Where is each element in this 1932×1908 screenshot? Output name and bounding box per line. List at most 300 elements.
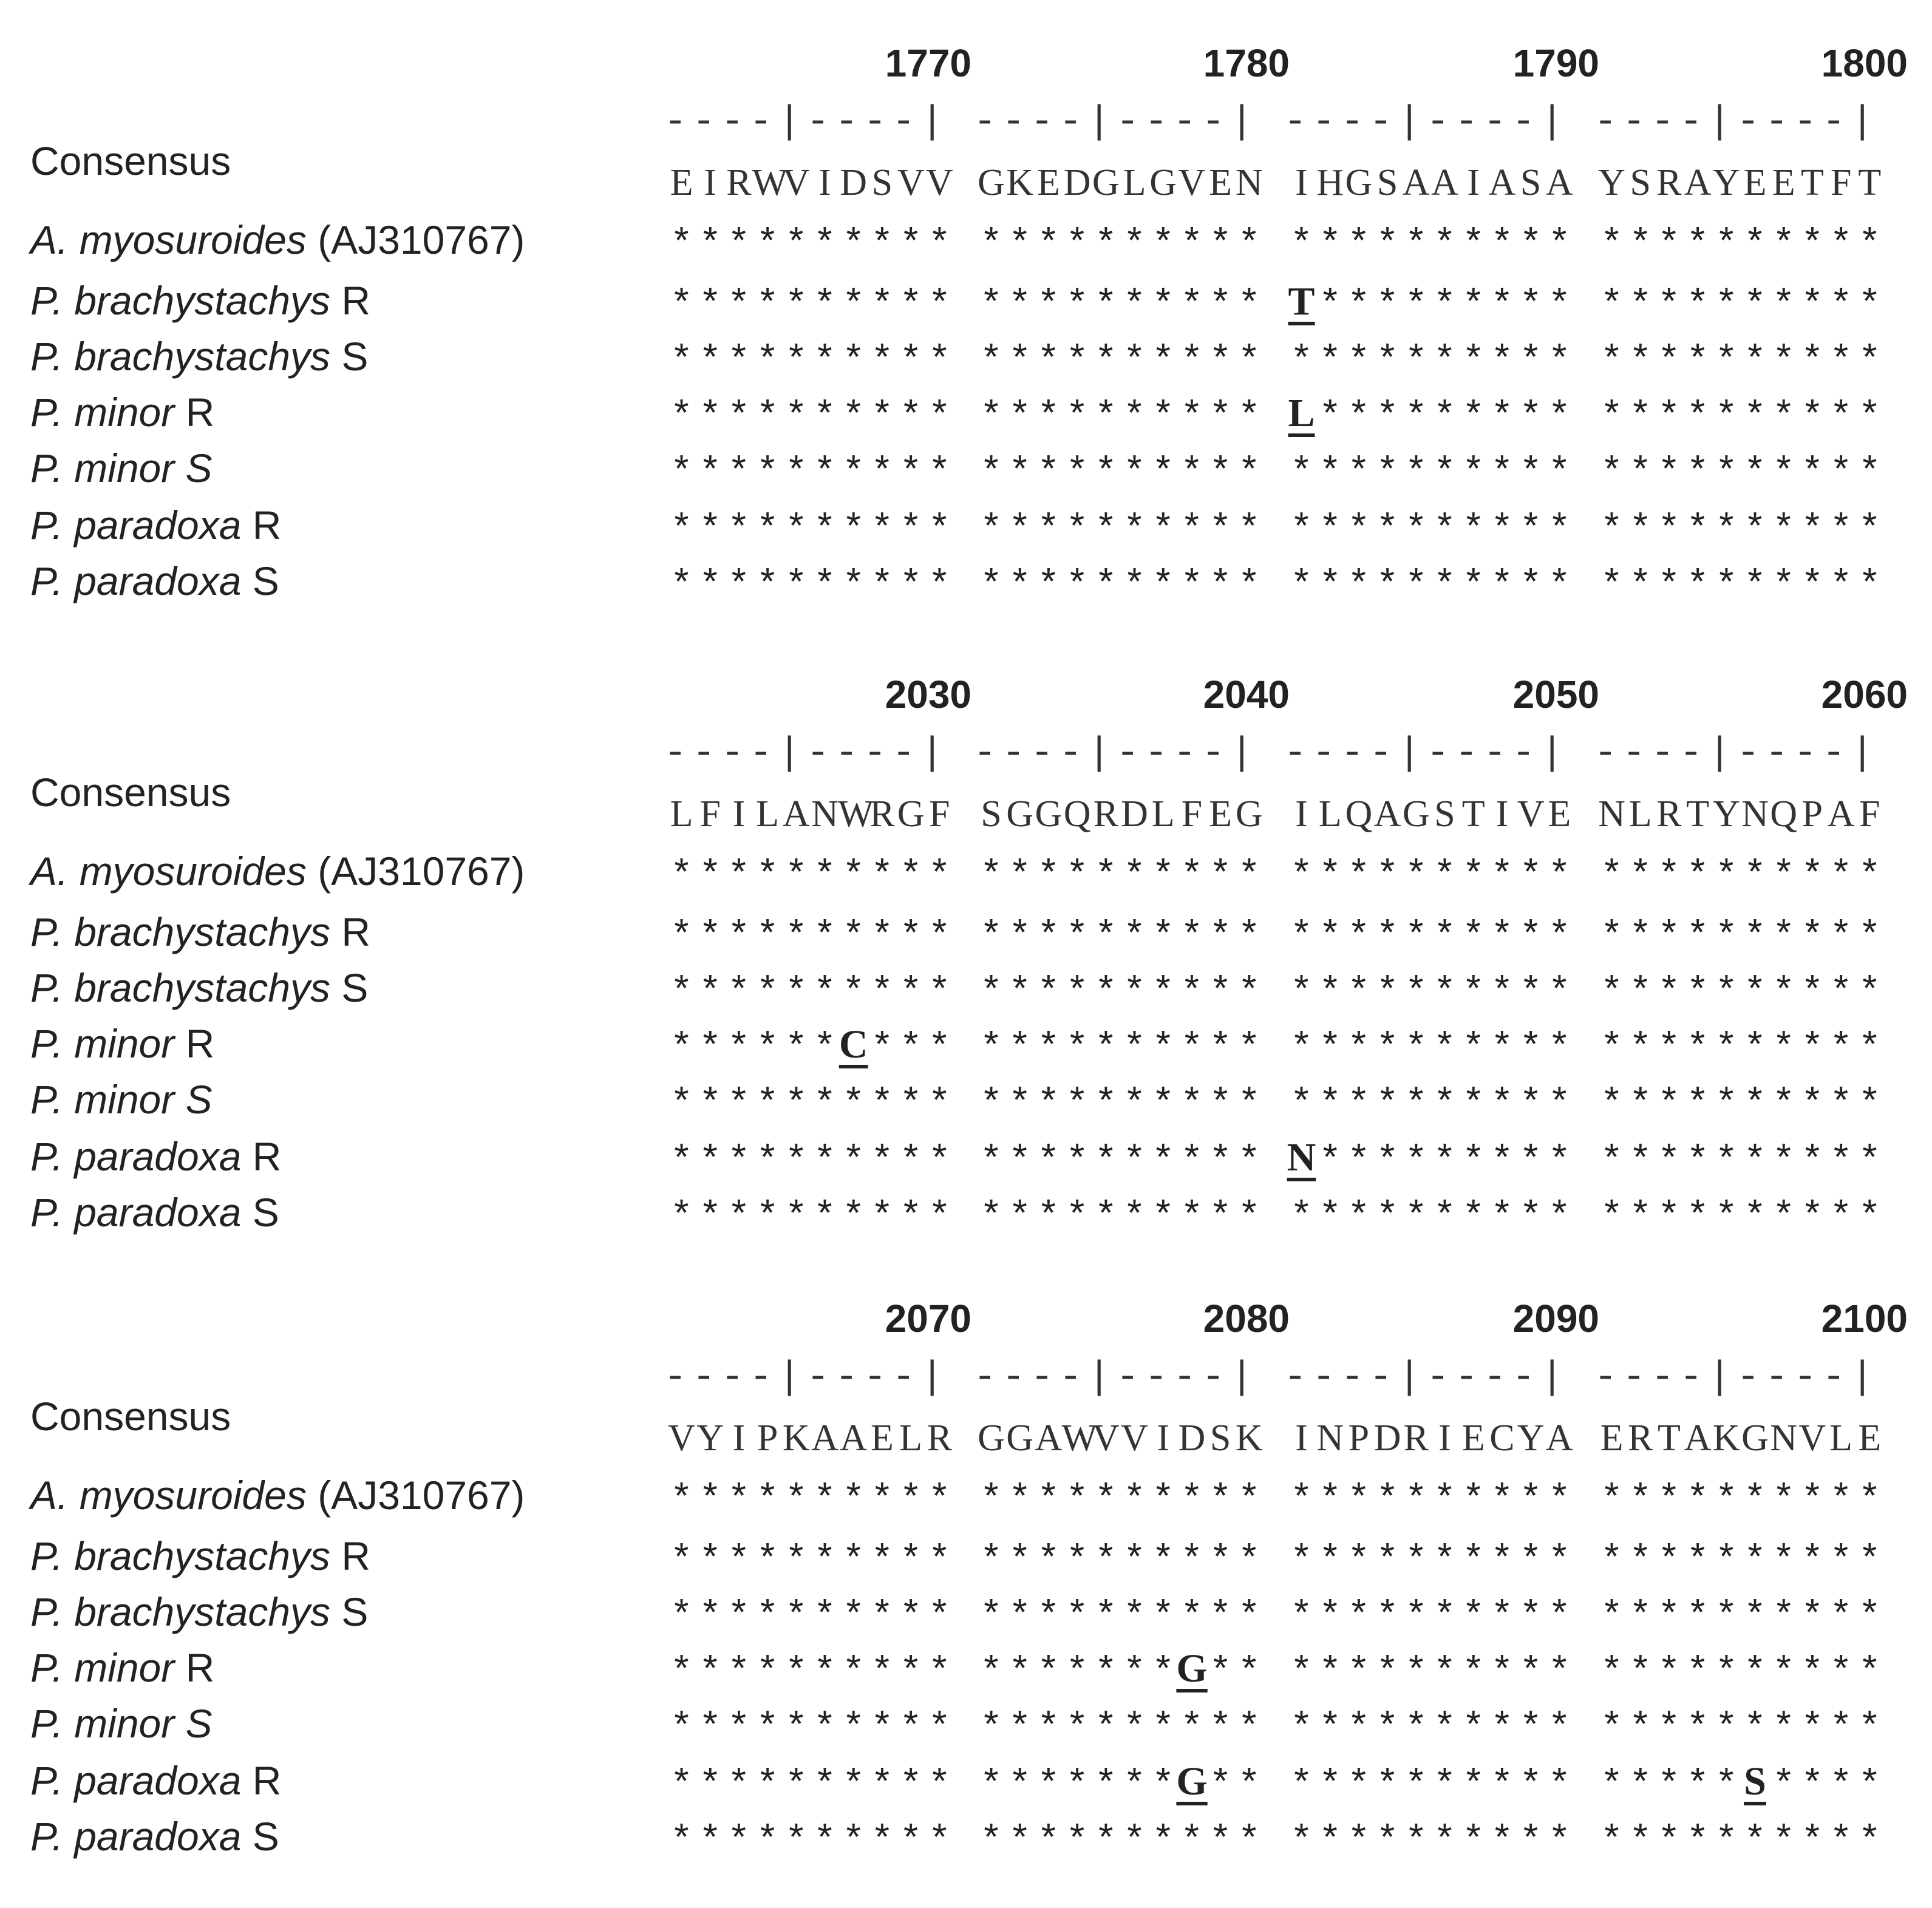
identity-star: * xyxy=(1037,1478,1060,1521)
identity-star: * xyxy=(1600,915,1624,958)
identity-star: * xyxy=(756,1478,779,1521)
identity-star: * xyxy=(756,1195,779,1238)
identity-star: * xyxy=(1180,1539,1203,1582)
identity-star: * xyxy=(1319,1478,1342,1521)
identity-star: * xyxy=(899,508,922,551)
identity-star: * xyxy=(1037,854,1060,897)
identity-star: * xyxy=(727,1195,750,1238)
identity-star: * xyxy=(1376,1195,1399,1238)
identity-star: * xyxy=(928,564,951,607)
identity-star: * xyxy=(1009,1195,1032,1238)
identity-star: * xyxy=(1829,1539,1852,1582)
consensus-residue: P xyxy=(757,1417,778,1459)
identity-star: * xyxy=(1629,1651,1652,1694)
identity-star: * xyxy=(1715,339,1738,382)
position-number: 2100 xyxy=(1821,1297,1908,1340)
species-name: P. paradoxa xyxy=(30,1190,242,1235)
identity-star: * xyxy=(1715,1478,1738,1521)
identity-star: * xyxy=(670,223,693,266)
identity-star: * xyxy=(1491,1651,1514,1694)
identity-star: * xyxy=(1066,1706,1089,1750)
identity-star: * xyxy=(1519,223,1542,266)
consensus-residue: Q xyxy=(1345,793,1373,835)
position-number: 1770 xyxy=(885,41,971,85)
identity-star: * xyxy=(1519,1027,1542,1070)
consensus-residue: I xyxy=(1295,162,1308,203)
consensus-residue: N xyxy=(1316,1417,1344,1459)
ruler-ticks: ----|----| xyxy=(973,1356,1259,1400)
identity-star: * xyxy=(1209,339,1232,382)
identity-star: * xyxy=(1037,1764,1060,1807)
species-label xyxy=(30,1589,369,1634)
identity-star: * xyxy=(1376,1082,1399,1125)
identity-star: * xyxy=(1209,223,1232,266)
identity-star: * xyxy=(842,339,865,382)
identity-star: * xyxy=(1123,1139,1146,1183)
identity-star: * xyxy=(1037,1027,1060,1070)
identity-star: * xyxy=(1094,508,1117,551)
identity-star: * xyxy=(1009,564,1032,607)
identity-star: * xyxy=(1009,1764,1032,1807)
identity-star: * xyxy=(928,283,951,327)
identity-star: * xyxy=(1066,1082,1089,1125)
identity-star: * xyxy=(699,915,722,958)
consensus-residue: T xyxy=(1800,162,1824,203)
identity-star: * xyxy=(1433,971,1457,1014)
identity-star: * xyxy=(1376,915,1399,958)
identity-star: * xyxy=(1404,1478,1427,1521)
identity-star: * xyxy=(1462,1595,1485,1638)
identity-star: * xyxy=(1629,1539,1652,1582)
identity-star: * xyxy=(1629,971,1652,1014)
identity-star: * xyxy=(871,508,894,551)
identity-star: * xyxy=(699,1139,722,1183)
identity-star: * xyxy=(871,1764,894,1807)
identity-star: * xyxy=(1715,1195,1738,1238)
identity-star: * xyxy=(670,1539,693,1582)
identity-star: * xyxy=(1037,915,1060,958)
consensus-residue: G xyxy=(1235,793,1263,835)
identity-star: * xyxy=(871,1539,894,1582)
identity-star: * xyxy=(1237,1764,1260,1807)
identity-star: * xyxy=(1858,1819,1881,1862)
identity-star: * xyxy=(1009,1082,1032,1125)
identity-star: * xyxy=(1686,564,1709,607)
identity-star: * xyxy=(1066,1478,1089,1521)
identity-star: * xyxy=(1658,1139,1681,1183)
identity-star: * xyxy=(1686,1764,1709,1807)
identity-star: * xyxy=(1347,395,1370,438)
consensus-residue: E xyxy=(1461,1417,1485,1459)
identity-star: * xyxy=(1347,451,1370,494)
identity-star: * xyxy=(928,854,951,897)
identity-star: * xyxy=(1209,1706,1232,1750)
consensus-residue: F xyxy=(699,793,721,835)
identity-star: * xyxy=(699,395,722,438)
identity-star: * xyxy=(1152,971,1175,1014)
identity-star: * xyxy=(1629,1082,1652,1125)
identity-star: * xyxy=(1009,971,1032,1014)
consensus-residue: L xyxy=(1829,1417,1853,1459)
identity-star: * xyxy=(1404,1082,1427,1125)
identity-star: * xyxy=(1319,223,1342,266)
identity-star: * xyxy=(1772,1651,1795,1694)
identity-star: * xyxy=(699,339,722,382)
identity-star: * xyxy=(1376,1819,1399,1862)
identity-star: * xyxy=(1829,1706,1852,1750)
identity-star: * xyxy=(1491,508,1514,551)
identity-star: * xyxy=(1009,1139,1032,1183)
consensus-residue: Y xyxy=(1598,162,1625,203)
identity-star: * xyxy=(1743,1539,1767,1582)
identity-star: * xyxy=(1037,1195,1060,1238)
consensus-residue: S xyxy=(871,162,893,203)
identity-star: * xyxy=(1319,508,1342,551)
identity-star: * xyxy=(1404,223,1427,266)
identity-star: * xyxy=(1209,451,1232,494)
identity-star: * xyxy=(979,1819,1003,1862)
identity-star: * xyxy=(1743,915,1767,958)
identity-star: * xyxy=(784,508,808,551)
identity-star: * xyxy=(1548,564,1571,607)
identity-star: * xyxy=(1801,1027,1824,1070)
identity-star: * xyxy=(1209,1764,1232,1807)
identity-star: * xyxy=(1237,451,1260,494)
identity-star: * xyxy=(1629,508,1652,551)
identity-star: * xyxy=(1772,1082,1795,1125)
identity-star: * xyxy=(670,564,693,607)
identity-star: * xyxy=(1094,971,1117,1014)
identity-star: * xyxy=(1433,854,1457,897)
identity-star: * xyxy=(1629,283,1652,327)
identity-star: * xyxy=(1600,1195,1624,1238)
identity-star: * xyxy=(1519,1539,1542,1582)
identity-star: * xyxy=(813,564,837,607)
identity-star: * xyxy=(1152,854,1175,897)
identity-star: * xyxy=(1152,339,1175,382)
identity-star: * xyxy=(842,1706,865,1750)
identity-star: * xyxy=(1066,854,1089,897)
identity-star: * xyxy=(1319,564,1342,607)
identity-star: * xyxy=(928,1706,951,1750)
consensus-residue: I xyxy=(732,793,746,835)
identity-star: * xyxy=(1629,564,1652,607)
identity-star: * xyxy=(1009,451,1032,494)
identity-star: * xyxy=(1290,1595,1313,1638)
identity-star: * xyxy=(1772,1195,1795,1238)
identity-star: * xyxy=(670,508,693,551)
consensus-residue: A xyxy=(1545,162,1573,203)
species-name: P. paradoxa xyxy=(30,1758,242,1803)
identity-star: * xyxy=(1600,1706,1624,1750)
identity-star: * xyxy=(1829,1819,1852,1862)
identity-star: * xyxy=(979,1195,1003,1238)
identity-star: * xyxy=(1404,1819,1427,1862)
identity-star: * xyxy=(1009,1478,1032,1521)
identity-star: * xyxy=(1801,1539,1824,1582)
identity-star: * xyxy=(1009,1595,1032,1638)
identity-star: * xyxy=(1433,508,1457,551)
identity-star: * xyxy=(1180,1027,1203,1070)
identity-star: * xyxy=(979,1595,1003,1638)
identity-star: * xyxy=(1433,1139,1457,1183)
identity-star: * xyxy=(1237,1819,1260,1862)
identity-star: * xyxy=(1152,1139,1175,1183)
consensus-residue: N xyxy=(1598,793,1625,835)
identity-star: * xyxy=(1404,395,1427,438)
identity-star: * xyxy=(1519,1764,1542,1807)
identity-star: * xyxy=(1180,508,1203,551)
identity-star: * xyxy=(1772,339,1795,382)
identity-star: * xyxy=(1801,1595,1824,1638)
species-name: P. brachystachys xyxy=(30,278,331,323)
identity-star: * xyxy=(1491,1027,1514,1070)
species-name: P. paradoxa xyxy=(30,1134,242,1179)
identity-star: * xyxy=(1829,1139,1852,1183)
identity-star: * xyxy=(899,1651,922,1694)
identity-star: * xyxy=(842,915,865,958)
identity-star: * xyxy=(756,1082,779,1125)
identity-star: * xyxy=(1858,854,1881,897)
position-number: 2090 xyxy=(1512,1297,1599,1340)
identity-star: * xyxy=(1829,915,1852,958)
identity-star: * xyxy=(813,1539,837,1582)
identity-star: * xyxy=(1319,1764,1342,1807)
consensus-residue: A xyxy=(1431,162,1458,203)
identity-star: * xyxy=(1491,564,1514,607)
identity-star: * xyxy=(1715,1651,1738,1694)
species-label xyxy=(30,217,525,262)
identity-star: * xyxy=(1801,395,1824,438)
identity-star: * xyxy=(1037,395,1060,438)
species-name: A. myosuroides xyxy=(30,1473,307,1518)
identity-star: * xyxy=(1772,1539,1795,1582)
identity-star: * xyxy=(899,1764,922,1807)
identity-star: * xyxy=(1209,564,1232,607)
identity-star: * xyxy=(1858,1478,1881,1521)
identity-star: * xyxy=(1772,451,1795,494)
identity-star: * xyxy=(1829,339,1852,382)
identity-star: * xyxy=(1743,971,1767,1014)
identity-star: * xyxy=(871,1027,894,1070)
identity-star: * xyxy=(871,1082,894,1125)
identity-star: * xyxy=(1491,1139,1514,1183)
identity-star: * xyxy=(1433,339,1457,382)
consensus-label: Consensus xyxy=(30,1394,231,1439)
identity-star: * xyxy=(727,1764,750,1807)
identity-star: * xyxy=(1772,1764,1795,1807)
identity-star: * xyxy=(1600,1539,1624,1582)
consensus-residue: V xyxy=(1178,162,1206,203)
identity-star: * xyxy=(1180,1706,1203,1750)
identity-star: * xyxy=(1290,1539,1313,1582)
species-label xyxy=(30,1533,371,1578)
identity-star: * xyxy=(1743,1478,1767,1521)
identity-star: * xyxy=(784,1478,808,1521)
identity-star: * xyxy=(1548,1082,1571,1125)
identity-star: * xyxy=(1037,971,1060,1014)
identity-star: * xyxy=(842,1595,865,1638)
identity-star: * xyxy=(1686,1478,1709,1521)
identity-star: * xyxy=(1376,971,1399,1014)
identity-star: * xyxy=(1629,339,1652,382)
identity-star: * xyxy=(1491,971,1514,1014)
identity-star: * xyxy=(1094,1478,1117,1521)
identity-star: * xyxy=(928,339,951,382)
identity-star: * xyxy=(1715,508,1738,551)
identity-star: * xyxy=(1009,854,1032,897)
identity-star: * xyxy=(1290,1478,1313,1521)
species-name: A. myosuroides xyxy=(30,217,307,262)
identity-star: * xyxy=(1009,508,1032,551)
identity-star: * xyxy=(1686,1195,1709,1238)
identity-star: * xyxy=(1772,1478,1795,1521)
identity-star: * xyxy=(899,564,922,607)
consensus-residue: L xyxy=(1628,793,1652,835)
identity-star: * xyxy=(1686,508,1709,551)
identity-star: * xyxy=(1152,1764,1175,1807)
identity-star: * xyxy=(1801,971,1824,1014)
identity-star: * xyxy=(1237,1082,1260,1125)
consensus-residue: S xyxy=(1630,162,1651,203)
identity-star: * xyxy=(756,564,779,607)
identity-star: * xyxy=(1290,339,1313,382)
identity-star: * xyxy=(1123,223,1146,266)
identity-star: * xyxy=(1319,971,1342,1014)
identity-star: * xyxy=(699,971,722,1014)
identity-star: * xyxy=(1209,283,1232,327)
consensus-residue: S xyxy=(1434,793,1455,835)
identity-star: * xyxy=(1715,854,1738,897)
species-label xyxy=(30,965,369,1010)
identity-star: * xyxy=(1009,283,1032,327)
identity-star: * xyxy=(1629,1706,1652,1750)
identity-star: * xyxy=(871,1478,894,1521)
identity-star: * xyxy=(1009,339,1032,382)
identity-star: * xyxy=(871,339,894,382)
identity-star: * xyxy=(928,1819,951,1862)
consensus-residue: G xyxy=(978,1417,1005,1459)
consensus-residue: V xyxy=(1798,1417,1826,1459)
identity-star: * xyxy=(1319,1706,1342,1750)
species-name: P. brachystachys xyxy=(30,965,331,1010)
identity-star: * xyxy=(1686,283,1709,327)
identity-star: * xyxy=(1629,1139,1652,1183)
identity-star: * xyxy=(871,1819,894,1862)
identity-star: * xyxy=(928,1651,951,1694)
identity-star: * xyxy=(1404,1539,1427,1582)
identity-star: * xyxy=(1829,1651,1852,1694)
identity-star: * xyxy=(1743,1706,1767,1750)
identity-star: * xyxy=(1858,1651,1881,1694)
identity-star: * xyxy=(1066,339,1089,382)
identity-star: * xyxy=(1629,1478,1652,1521)
consensus-residue: I xyxy=(704,162,717,203)
consensus-residue: G xyxy=(978,162,1005,203)
identity-star: * xyxy=(1209,1651,1232,1694)
identity-star: * xyxy=(670,1027,693,1070)
identity-star: * xyxy=(1772,971,1795,1014)
identity-star: * xyxy=(1290,854,1313,897)
identity-star: * xyxy=(1433,283,1457,327)
identity-star: * xyxy=(813,339,837,382)
identity-star: * xyxy=(1715,1595,1738,1638)
identity-star: * xyxy=(756,283,779,327)
identity-star: * xyxy=(1462,339,1485,382)
identity-star: * xyxy=(1801,1195,1824,1238)
identity-star: * xyxy=(670,395,693,438)
identity-star: * xyxy=(1152,1478,1175,1521)
species-label xyxy=(30,1760,281,1801)
identity-star: * xyxy=(813,971,837,1014)
identity-star: * xyxy=(1433,1539,1457,1582)
identity-star: * xyxy=(928,1082,951,1125)
identity-star: * xyxy=(1658,1027,1681,1070)
identity-star: * xyxy=(1686,1027,1709,1070)
consensus-label: Consensus xyxy=(30,138,231,183)
identity-star: * xyxy=(1152,1082,1175,1125)
identity-star: * xyxy=(1829,1478,1852,1521)
identity-star: * xyxy=(1037,339,1060,382)
identity-star: * xyxy=(1319,339,1342,382)
identity-star: * xyxy=(1658,1651,1681,1694)
identity-star: * xyxy=(1347,508,1370,551)
identity-star: * xyxy=(813,1595,837,1638)
identity-star: * xyxy=(784,1706,808,1750)
identity-star: * xyxy=(1491,395,1514,438)
identity-star: * xyxy=(1066,283,1089,327)
identity-star: * xyxy=(784,339,808,382)
identity-star: * xyxy=(1319,854,1342,897)
identity-star: * xyxy=(1037,1139,1060,1183)
identity-star: * xyxy=(1433,1478,1457,1521)
identity-star: * xyxy=(1094,395,1117,438)
mutation-residue: G xyxy=(1176,1646,1208,1691)
consensus-residue: F xyxy=(929,793,950,835)
identity-star: * xyxy=(1347,1139,1370,1183)
identity-star: * xyxy=(1829,1595,1852,1638)
identity-star: * xyxy=(1237,223,1260,266)
identity-star: * xyxy=(1858,1764,1881,1807)
sample-tag: R xyxy=(241,1134,282,1179)
consensus-residue: T xyxy=(1858,162,1882,203)
consensus-residue: Y xyxy=(696,1417,724,1459)
identity-star: * xyxy=(756,223,779,266)
consensus-residue: S xyxy=(1376,162,1398,203)
consensus-residue: I xyxy=(732,1417,746,1459)
identity-star: * xyxy=(1519,339,1542,382)
identity-star: * xyxy=(1743,283,1767,327)
species-label xyxy=(30,1701,213,1746)
identity-star: * xyxy=(1858,223,1881,266)
identity-star: * xyxy=(1548,971,1571,1014)
identity-star: * xyxy=(813,1139,837,1183)
identity-star: * xyxy=(899,1027,922,1070)
identity-star: * xyxy=(699,1082,722,1125)
identity-star: * xyxy=(899,1139,922,1183)
species-name: P. minor S xyxy=(30,446,213,491)
consensus-residue: G xyxy=(1035,793,1063,835)
position-number: 2060 xyxy=(1821,673,1908,716)
identity-star: * xyxy=(1829,223,1852,266)
identity-star: * xyxy=(1801,1139,1824,1183)
identity-star: * xyxy=(1462,854,1485,897)
consensus-residue: N xyxy=(1741,793,1769,835)
identity-star: * xyxy=(1347,971,1370,1014)
identity-star: * xyxy=(871,915,894,958)
identity-star: * xyxy=(1600,395,1624,438)
identity-star: * xyxy=(1686,1819,1709,1862)
